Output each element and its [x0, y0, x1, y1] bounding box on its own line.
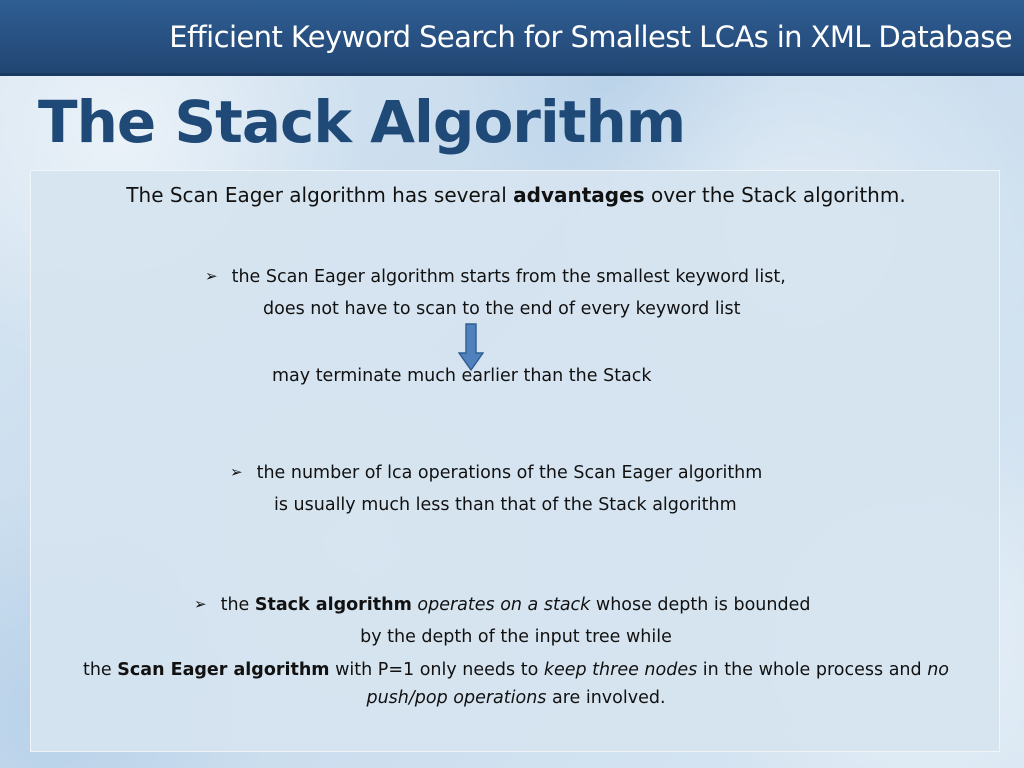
bullet-3-line-4: [31, 688, 1001, 708]
bullet-2-line-2: is usually much less than that of the Stack algorithm: [274, 495, 737, 515]
bullet-3-l3-d: keep three nodes: [543, 660, 698, 680]
bullet-3-l1-b: Stack algorithm: [254, 595, 412, 615]
bullet-3-line-3: [31, 660, 1001, 680]
presentation-title: Efficient Keyword Search for Smallest LCAs in XML Database: [169, 20, 1012, 54]
bullet-3-l3-a: the: [82, 660, 118, 680]
intro-before: The Scan Eager algorithm has several: [126, 183, 514, 207]
down-arrow-icon: [458, 323, 484, 371]
bullet-3-l1-d: operates on a stack: [417, 595, 591, 615]
bullet-3-l3-c: with P=1 only needs to: [329, 660, 544, 680]
bullet-1-line-2: does not have to scan to the end of every keyword list: [263, 299, 741, 319]
bullet-3-l3-b: Scan Eager algorithm: [117, 660, 330, 680]
arrowhead-bullet-icon: ➢: [230, 463, 243, 481]
bullet-2-text-1: the number of lca operations of the Scan Eager algorithm: [256, 463, 763, 483]
bullet-1-line-1: [205, 267, 786, 287]
slide-title: The Stack Algorithm: [38, 88, 686, 156]
bullet-3-line-2: by the depth of the input tree while: [360, 627, 672, 647]
arrowhead-bullet-icon: ➢: [205, 267, 218, 285]
bullet-3-l3-e: in the whole process and: [697, 660, 928, 680]
intro-bold: advantages: [513, 183, 645, 207]
intro-text: [31, 183, 1001, 207]
bullet-1-text-1: the Scan Eager algorithm starts from the smallest keyword list,: [231, 267, 786, 287]
bullet-3-l3-f: no: [927, 660, 949, 680]
bullet-1-result: may terminate much earlier than the Stack: [272, 366, 652, 386]
content-box: [30, 170, 1000, 752]
header-bar: [0, 0, 1024, 76]
bullet-3-l4-a: push/pop operations: [366, 688, 547, 708]
bullet-3-line-1: [194, 595, 810, 615]
bullet-2-line-1: [230, 463, 762, 483]
arrowhead-bullet-icon: ➢: [194, 595, 207, 613]
bullet-3-l4-b: are involved.: [546, 688, 666, 708]
intro-after: over the Stack algorithm.: [644, 183, 906, 207]
bullet-3-l1-a: the: [220, 595, 255, 615]
bullet-3-l1-e: whose depth is bounded: [590, 595, 811, 615]
